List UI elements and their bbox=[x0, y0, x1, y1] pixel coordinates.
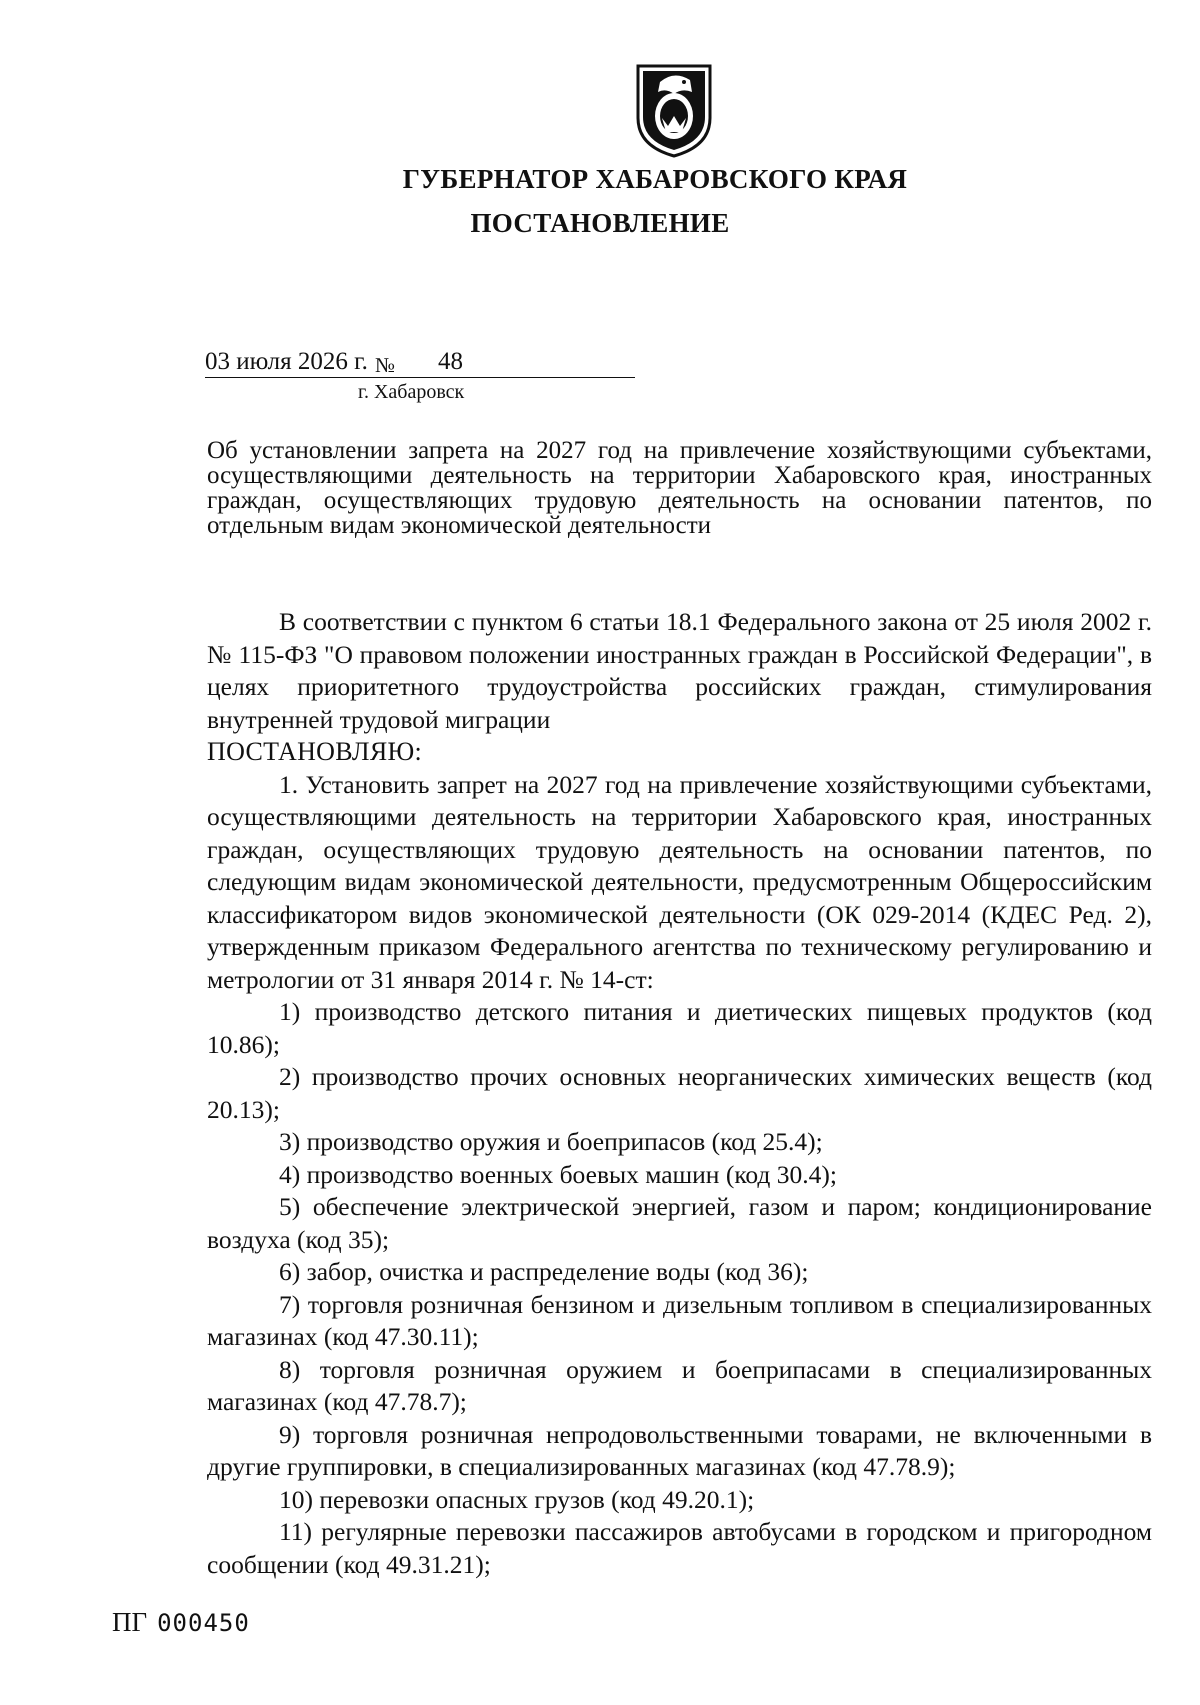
list-item: 4) производство военных боевых машин (код 30.4); bbox=[279, 1159, 837, 1189]
document-type-title: ПОСТАНОВЛЕНИЕ bbox=[470, 208, 730, 238]
document-subject: Об установлении запрета на 2027 год на привлечение хозяйствующими субъектами, осуществляющими деятельность на территории Хабаровского края, иностранных граждан, осуществляющих трудовую деятельность на основании патентов, по отдельным видам экономической деятельности bbox=[207, 437, 1152, 539]
document-date: 03 июля 2026 г. bbox=[205, 348, 368, 375]
list-item: 6) забор, очистка и распределение воды (код 36); bbox=[279, 1257, 809, 1286]
list-item: 3) производство оружия и боеприпасов (код 25.4); bbox=[279, 1127, 823, 1156]
list-item: 10) перевозки опасных грузов (код 49.20.1); bbox=[279, 1484, 755, 1514]
form-serial: 000450 bbox=[157, 1609, 250, 1637]
list-item: 1) производство детского питания и диетических пищевых продуктов (код 10.86); bbox=[207, 997, 1152, 1059]
list-item: 2) производство прочих основных неорганических химических веществ (код 20.13); bbox=[207, 1062, 1152, 1124]
number-sign: № bbox=[375, 353, 396, 377]
list-item: 11) регулярные перевозки пассажиров автобусами в городском и пригородном сообщении (код 49.31.21); bbox=[207, 1517, 1152, 1579]
list-item: 8) торговля розничная оружием и боеприпасами в специализированных магазинах (код 47.78.7); bbox=[207, 1354, 1152, 1416]
list-item: 5) обеспечение электрической энергией, газом и паром; кондиционирование воздуха (код 35); bbox=[207, 1192, 1152, 1254]
date-number-row bbox=[205, 344, 635, 378]
preamble-paragraph: В соответствии с пунктом 6 статьи 18.1 Федерального закона от 25 июля 2002 г. № 115-ФЗ "О правовом положении иностранных граждан в Российской Федерации", в целях приоритетного трудоустройства российских граждан, стимулирования внутренней трудовой миграции bbox=[207, 607, 1152, 734]
clause-1-paragraph: 1. Установить запрет на 2027 год на привлечение хозяйствующими субъектами, осуществляющими деятельность на территории Хабаровского края, иностранных граждан, осуществляющих трудовую деятельность на основании патентов, по следующим видам экономической деятельности, предусмотренным Общероссийским классификатором видов экономической деятельности (ОК 029-2014 (КДЕС Ред. 2), утвержденным приказом Федерального агентства по техническому регулированию и метрологии от 31 января 2014 г. № 14-ст: bbox=[207, 769, 1152, 994]
form-series: ПГ bbox=[112, 1607, 148, 1637]
list-item: 9) торговля розничная непродовольственными товарами, не включенными в другие группировки, в специализированных магазинах (код 47.78.9); bbox=[207, 1419, 1152, 1481]
document-number: 48 bbox=[438, 348, 463, 375]
document-city: г. Хабаровск bbox=[358, 381, 465, 403]
document-body bbox=[207, 606, 1152, 1581]
form-serial-number bbox=[112, 1607, 250, 1638]
list-item: 7) торговля розничная бензином и дизельным топливом в специализированных магазинах (код 47.30.11); bbox=[207, 1289, 1152, 1351]
authority-title: ГУБЕРНАТОР ХАБАРОВСКОГО КРАЯ bbox=[402, 164, 908, 194]
date-underline bbox=[205, 377, 635, 378]
decree-heading: ПОСТАНОВЛЯЮ: bbox=[207, 737, 423, 766]
khabarovsk-coat-of-arms-icon bbox=[632, 60, 716, 160]
